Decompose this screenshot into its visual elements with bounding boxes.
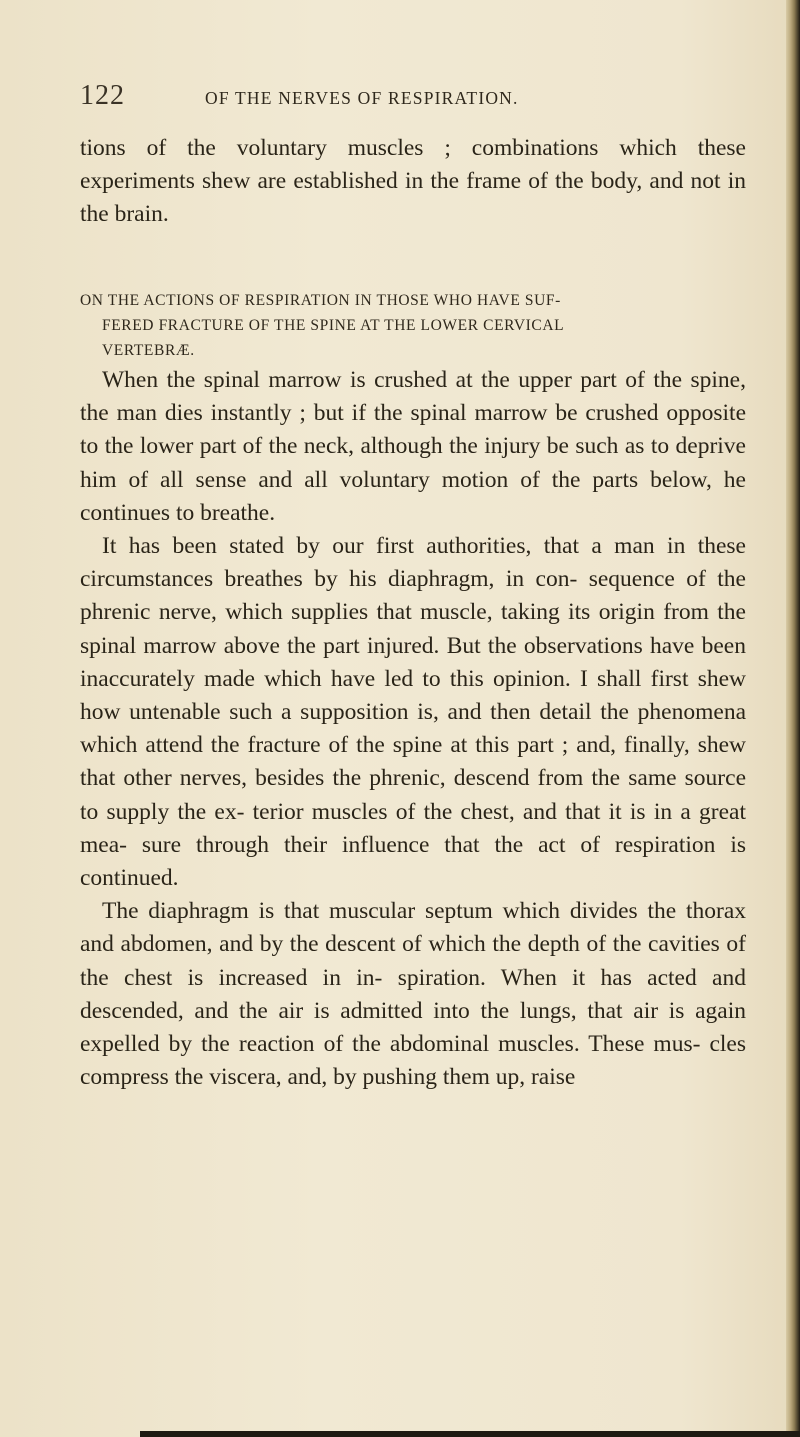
page-number: 122 [80, 80, 125, 111]
body-text [80, 364, 746, 1094]
paragraph-spinal-marrow: When the spinal marrow is crushed at the upper part of the spine, the man dies instantly ; but if the spinal marrow be crushed opposite to the lower part of the neck, although the injury be such as to deprive him of all sense and all voluntary motion of the parts below, he continues to breathe. [80, 367, 746, 526]
section-heading-line-2: FERED FRACTURE OF THE SPINE AT THE LOWER CERVICAL [102, 317, 565, 334]
running-head [80, 80, 740, 114]
running-title: OF THE NERVES OF RESPIRATION. [205, 88, 519, 108]
opening-paragraph: tions of the voluntary muscles ; combinations which these experiments shew are established in the frame of the body, and not in the brain. [80, 135, 746, 228]
paragraph-diaphragm: The diaphragm is that muscular septum which divides the thorax and abdomen, and by the descent of which the depth of the cavities of the chest is increased in in- spiration. When it has acted and descended, and the air is admitted into the lungs, that air is again expelled by the reaction of the abdominal muscles. These mus- cles compress the viscera, and, by pushing them up, raise [80, 898, 746, 1091]
section-heading-line-1: ON THE ACTIONS OF RESPIRATION IN THOSE WHO HAVE SUF- [80, 292, 561, 309]
section-heading [80, 288, 740, 363]
opening-paragraph-block [80, 132, 746, 232]
page-bottom-edge [140, 1431, 800, 1437]
paragraph-authorities: It has been stated by our first authorities, that a man in these circumstances breathes by his diaphragm, in con- sequence of the phrenic nerve, which supplies that muscle, taking its origin from the spinal marrow above the part injured. But the observations have been inaccurately made which have led to this opinion. I shall first shew how untenable such a supposition is, and then detail the phenomena which attend the fracture of the spine at this part ; and, finally, shew that other nerves, besides the phrenic, descend from the same source to supply the ex- terior muscles of the chest, and that it is in a great mea- sure through their influence that the act of respiration is continued. [80, 533, 746, 892]
section-heading-line-3: VERTEBRÆ. [102, 342, 195, 359]
page-edge-shadow [786, 0, 800, 1437]
